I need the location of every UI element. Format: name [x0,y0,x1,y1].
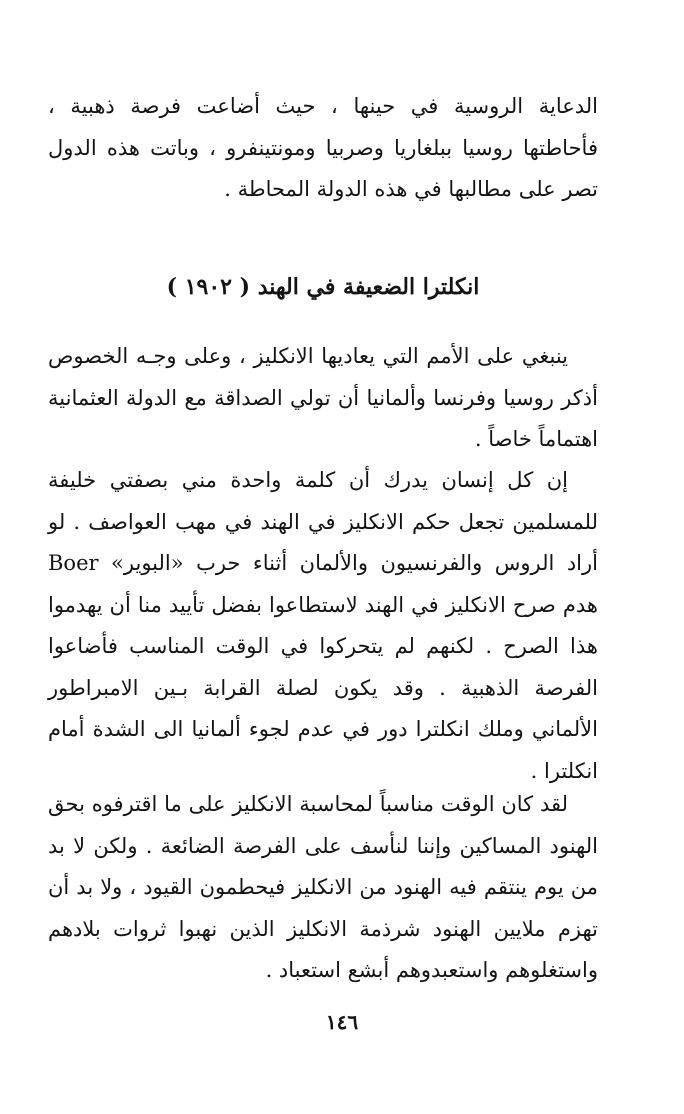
body-paragraph-2-block [48,460,598,792]
body-paragraph-2: إن كل إنسان يدرك أن كلمة واحدة مني بصفتي خليفة للمسلمين تجعل حكم الانكليز في الهند في مهب العواصف . لو أراد الروس والفرنسيون والألمان أثناء حرب «البوير» Boer هدم صرح الانكليز في الهند لاستطاعوا بفضل تأييد منا أن يهدموا هذا الصرح . لكنهم لم يتحركوا في الوقت المناسب فأضاعوا الفرصة الذهبية . وقد يكون لصلة القرابة بـين الامبراطور الألماني وملك انكلترا دور في عدم لجوء ألمانيا الى الشدة أمام انكلترا . [48,468,598,783]
intro-text-block [48,86,598,211]
body-paragraph-1-block [48,336,598,461]
section-title: انكلترا الضعيفة في الهند ( ١٩٠٢ ) [166,274,480,300]
body-paragraph-1: ينبغي على الأمم التي يعاديها الانكليز ، وعلى وجـه الخصوص أذكر روسيا وفرنسا وألمانيا أن تولي الصداقة مع الدولة العثمانية اهتماماً خاصاً . [48,344,598,451]
intro-paragraph: الدعاية الروسية في حينها ، حيث أضاعت فرصة ذهبية ، فأحاطتها روسيا ببلغاريا وصربيا ومونتينفرو ، وباتت هذه الدول تصر على مطالبها في هذه الدولة المحاطة . [48,94,598,201]
body-paragraph-3: لقد كان الوقت مناسباً لمحاسبة الانكليز على ما اقترفوه بحق الهنود المساكين وإننا لنأسف على الفرصة الضائعة . ولكن لا بد من يوم ينتقم فيه الهنود من الانكليز فيحطمون القيود ، ولا بد أن تهزم ملايين الهنود شرذمة الانكليز الذين نهبوا ثروات بلادهم واستغلوهم واستعبدوهم أبشع استعباد . [48,792,598,982]
body-paragraph-3-block [48,784,598,992]
page-number: ١٤٦ [325,1010,359,1034]
